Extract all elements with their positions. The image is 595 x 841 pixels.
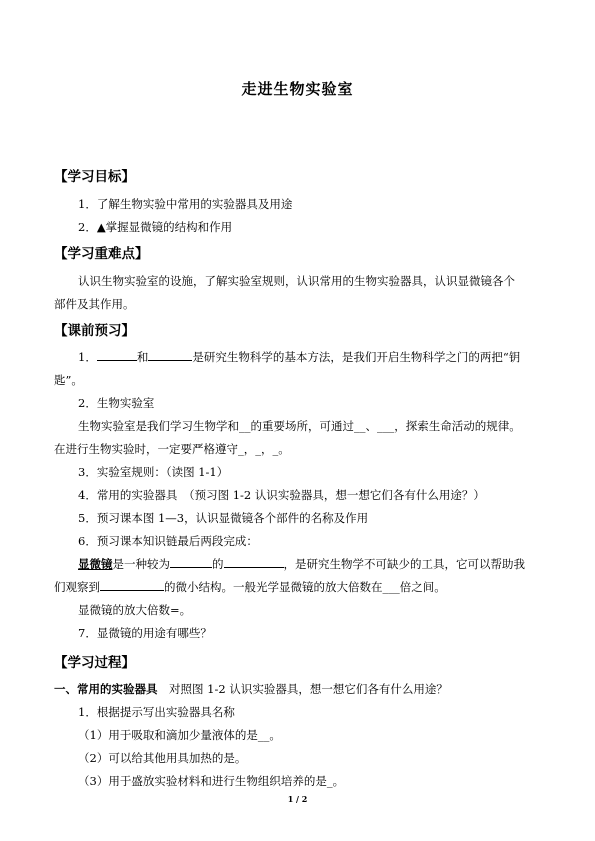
key-points-line-2: 部件及其作用。	[54, 297, 135, 311]
process-sub-item-3: （3）用于盛放实验材料和进行生物组织培养的是_。	[78, 774, 345, 788]
section-heading-preview: 【课前预习】	[54, 323, 135, 339]
preview-item-2: 2．生物实验室	[78, 396, 155, 410]
page-title: 走进生物实验室	[241, 80, 354, 98]
preview-item-1-and: 和	[136, 350, 149, 364]
preview-item-1-cont: 匙”。	[54, 373, 83, 387]
preview-item-6: 6．预习课本知识链最后两段完成：	[78, 534, 258, 548]
section-heading-key-points: 【学习重难点】	[54, 246, 149, 262]
fill-blank	[97, 349, 137, 361]
key-points-line-1: 认识生物实验室的设施，了解实验室规则，认识常用的生物实验器具，认识显微镜各个	[78, 274, 515, 288]
preview-item-3: 3．实验室规则：（读图 1-1）	[78, 465, 229, 479]
preview-item-2-para-1: 生物实验室是我们学习生物学和__的重要场所，可通过__、___，探索生命活动的规律。	[78, 419, 521, 433]
process-sub-item-1: （1）用于吸取和滴加少量液体的是__。	[78, 728, 281, 742]
preview-item-4: 4．常用的实验器具 （预习图 1-2 认识实验器具，想一想它们各有什么用途？）	[78, 488, 485, 502]
preview-item-6-sentence-1	[78, 556, 525, 572]
fill-blank	[224, 556, 284, 568]
preview-item-1-number: 1．	[78, 350, 97, 364]
microscope-term: 显微镜	[78, 557, 113, 571]
preview-item-2-para-2: 在进行生物实验时，一定要严格遵守_，_，_。	[54, 442, 290, 456]
sentence-part: 的微小结构。一般光学显微镜的放大倍数在___倍之间。	[164, 580, 446, 594]
process-item-1: 1．根据提示写出实验器具名称	[78, 705, 235, 719]
section-heading-process: 【学习过程】	[54, 655, 135, 671]
process-sub-item-2: （2）可以给其他用具加热的是。	[78, 751, 247, 765]
preview-item-1	[78, 349, 520, 365]
preview-item-6-sentence-2	[54, 579, 446, 595]
page-number: 1 / 2	[287, 794, 308, 804]
preview-item-7: 7．显微镜的用途有哪些？	[78, 626, 212, 640]
preview-item-1-text: 是研究生物科学的基本方法，是我们开启生物科学之门的两把“钥	[192, 350, 521, 364]
fill-blank	[170, 556, 212, 568]
preview-item-5: 5．预习课本图 1—3，认识显微镜各个部件的名称及作用	[78, 511, 369, 525]
sentence-part: ，是研究生物学不可缺少的工具，它可以帮助我	[283, 557, 525, 571]
fill-blank	[100, 579, 164, 591]
sentence-part: 的	[212, 557, 224, 571]
magnification-formula: 显微镜的放大倍数=。	[78, 603, 192, 617]
process-heading-bold: 一、常用的实验器具	[54, 682, 158, 696]
goal-item-2: 2．▲掌握显微镜的结构和作用	[78, 220, 233, 234]
goal-item-1: 1．了解生物实验中常用的实验器具及用途	[78, 197, 293, 211]
fill-blank	[148, 349, 192, 361]
process-heading-rest: 对照图 1-2 认识实验器具，想一想它们各有什么用途？	[157, 682, 448, 696]
sentence-part: 们观察到	[54, 580, 100, 594]
section-heading-goals: 【学习目标】	[54, 169, 135, 185]
sentence-part: 是一种较为	[112, 557, 170, 571]
process-heading-1	[54, 681, 448, 697]
